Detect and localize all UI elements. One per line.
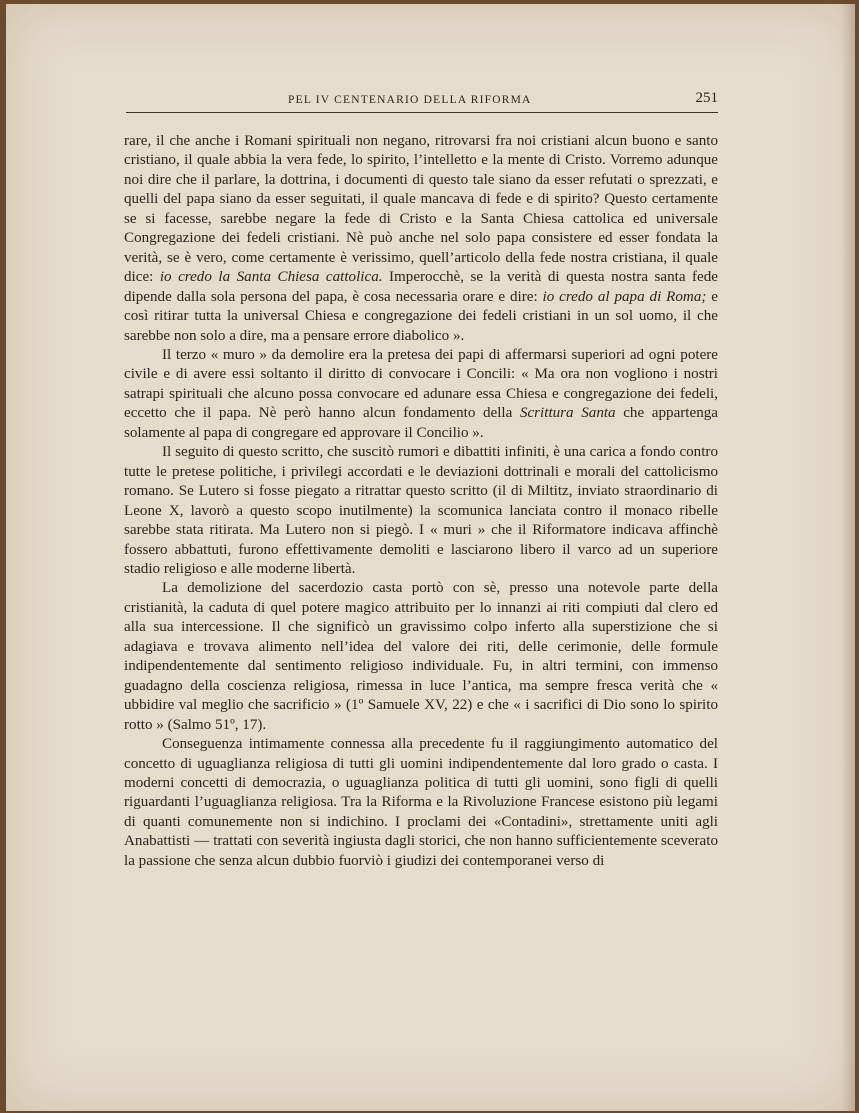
running-head	[126, 92, 718, 114]
body-text	[124, 132, 718, 871]
italic-text: io credo la Santa Chiesa cattolica.	[159, 269, 383, 286]
book-page	[6, 4, 855, 1111]
paragraph	[124, 443, 718, 579]
text-run: Il seguito di questo scritto, che suscitò rumori e dibattiti infiniti, è una carica a fondo contro tutte le pretese politiche, i privilegi accordati e le deviazioni dottrinali e morali del cattolicismo romano. Se Lutero si fosse piegato a ritrattar questo scritto (il di Miltitz, inviato straordinario di Leone X, lavorò a questo scopo inutilmente) la scomunica lanciata contro il monaco ribelle sarebbe stata ritirata. Ma Lutero non si piegò. I « muri » che il Riformatore indicava affinchè fossero abbattuti, furono effettivamente demoliti e lasciarono libero il varco ad un superiore stadio religioso e alle moderne libertà.	[124, 444, 718, 577]
italic-text: io credo al papa di Roma;	[542, 288, 707, 305]
text-run: La demolizione del sacerdozio casta portò con sè, presso una notevole parte della cristianità, la caduta di quel potere magico attribuito per lo innanzi ai riti compiuti dal clero ed alla sua intercessione. Il che significò un gravissimo colpo inferto alla superstizione che si adagiava e trovava alimento nell’idea del valore dei riti, delle cerimonie, delle formule indipendentemente dal sentimento religioso individuale. Fu, in altri termini, con immenso guadagno della coscienza religiosa, rimessa in luce l’antica, ma sempre fresca verità che « ubbidire val meglio che sacrificio » (1º Samuele XV, 22) e che « i sacrifici di Dio sono lo spirito rotto » (Salmo 51º, 17).	[124, 580, 718, 733]
text-run: e così ritirar tutta la universal Chiesa e congregazione dei fedeli cristiani in un sol uomo, il che sarebbe non solo a dire, ma a pensare errore diabolico ».	[124, 288, 718, 344]
italic-text: Scrittura Santa	[519, 405, 616, 422]
text-run: che appartenga solamente al papa di congregare ed approvare il Concilio ».	[124, 405, 718, 441]
text-run: rare, il che anche i Romani spirituali non negano, ritrovarsi fra noi cristiani alcun buono e santo cristiano, il quale abbia la vera fede, lo spirito, l’intelletto e la mente di Cristo. Vorremo adunque noi dire che il parlare, la dottrina, i documenti di questo tale siano da esser refutati o sprezzati, e quelli del papa siano da esser seguitati, il quale mancava di fede e di spirito? Questo certamente se si facesse, sarebbe negare la fede di Cristo e la Santa Chiesa cattolica ed universale Congregazione dei fedeli cristiani. Nè può anche nel solo papa consistere ed esser fondata la verità, se è vero, come certamente è verissimo, quell’articolo della fede nostra cristiana, il quale dice:	[124, 133, 718, 286]
text-run: Il terzo « muro » da demolire era la pretesa dei papi di affermarsi superiori ad ogni potere civile e di avere essi soltanto il diritto di convocare i Concili: « Ma ora non vogliono i nostri satrapi spirituali che alcuno possa convocare ed adunare essa Chiesa e congregazione dei fedeli, eccetto che il papa. Nè però hanno alcun fondamento della	[124, 346, 718, 422]
paragraph	[124, 132, 718, 346]
paragraph	[124, 579, 718, 735]
paragraph	[124, 346, 718, 443]
page-edge-shadow	[841, 4, 855, 1111]
running-head-title: PEL IV CENTENARIO DELLA RIFORMA	[288, 94, 532, 106]
header-rule	[126, 112, 718, 113]
text-run: Conseguenza intimamente connessa alla precedente fu il raggiungimento automatico del concetto di uguaglianza religiosa di tutti gli uomini indipendentemente dal loro grado o casta. I moderni concetti di democrazia, o uguaglianza politica di tutti gli uomini, sono figli di quelli riguardanti l’uguaglianza religiosa. Tra la Riforma e la Rivoluzione Francese esistono più legami di quanti comunemente non si indichino. I proclami dei «Contadini», strettamente uniti agli Anabattisti — trattati con severità ingiusta dagli storici, che non hanno sufficientemente sceverato la passione che senza alcun dubbio fuorviò i giudizi dei contemporanei verso di	[124, 736, 718, 869]
text-run: Imperocchè, se la verità di questa nostra santa fede dipende dalla sola persona del papa, è cosa necessaria orare e dire:	[124, 269, 718, 305]
paragraph	[124, 735, 718, 871]
page-number: 251	[695, 90, 718, 106]
